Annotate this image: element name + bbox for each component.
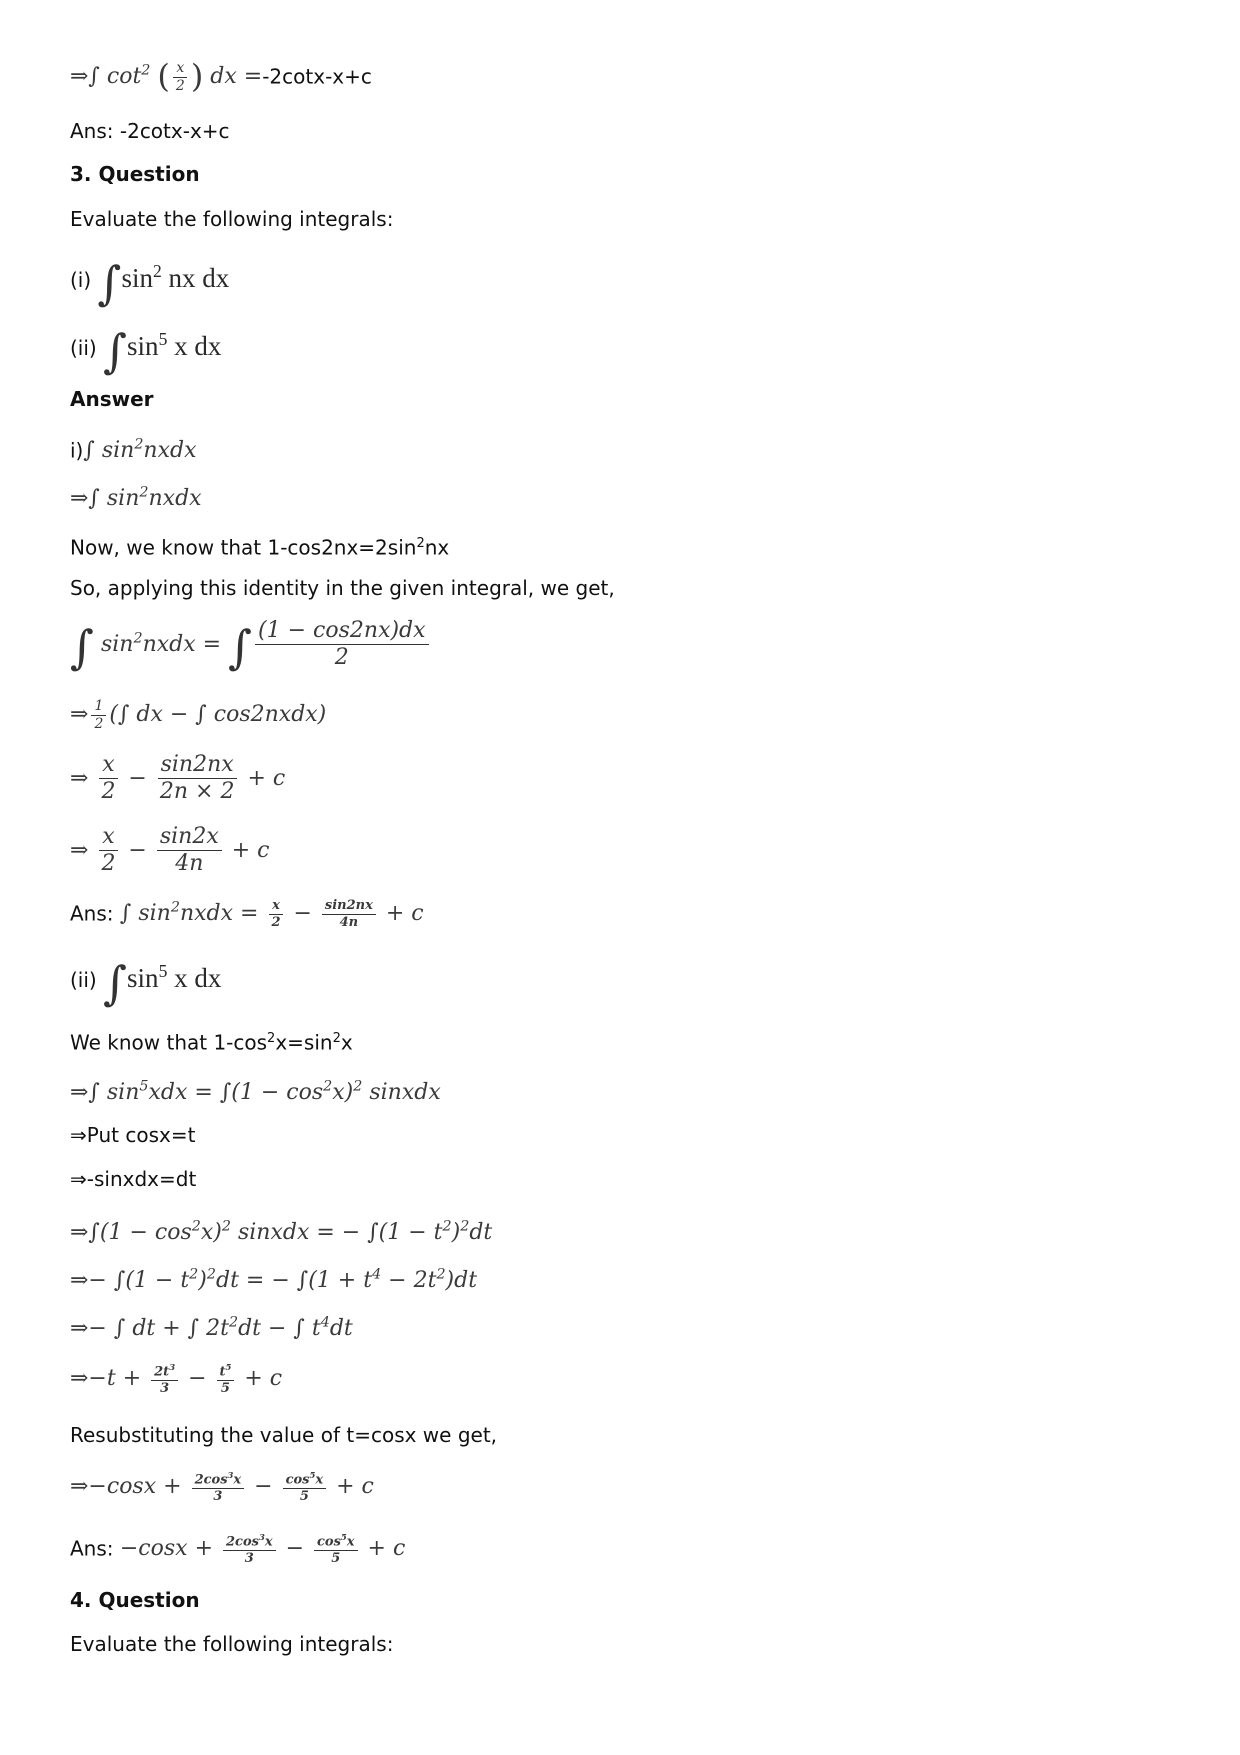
part-i-label: (i) xyxy=(70,268,92,292)
step-4: ⇒ $\frac{x}{2}$ − $\frac{\sin 2x}{4n}$ + c xyxy=(70,824,270,877)
sol-ii-step-8: ⇒−cosx + $\frac{2\cos^3x}{3}$ − $\frac{\cos^5x}{5}$ + c xyxy=(70,1470,374,1504)
step-1: ∫ $\sin^2nxdx$ = ∫ $\frac{(1 - \cos 2nx)dx}{2}$ xyxy=(70,618,432,672)
apply-identity-line: So, applying this identity in the given integral, we get, xyxy=(70,576,615,600)
question-prompt: Evaluate the following integrals: xyxy=(70,207,394,231)
sol-ii-step-4: ⇒∫(1 − $\cos^2x)^2$ sinxdx = − $\int(1 - t^2)^2dt$ xyxy=(70,1219,493,1246)
question-4-prompt: Evaluate the following integrals: xyxy=(70,1632,394,1656)
sol-ii-step-6: ⇒− ∫ dt + ∫ $2t^2dt$ − ∫ $t^4dt$ xyxy=(70,1315,353,1342)
eq-cot-squared: ⇒∫ $\cot^2$ ( $\frac{x}{2}$ ) dx =-2cotx-x+c xyxy=(70,57,372,96)
eq-cot-result: -2cotx-x+c xyxy=(262,64,372,89)
solution-i-line-2: ⇒∫ $\sin^2nxdx$ xyxy=(70,485,202,512)
question-4-heading: 4. Question xyxy=(70,1588,200,1612)
sol-ii-step-5: ⇒− $\int(1 - t^2)^2dt$ = − $\int(1 + t^4 - 2t^2)dt$ xyxy=(70,1267,478,1294)
resubstitute-line: Resubstituting the value of t=cosx we get, xyxy=(70,1423,498,1447)
answer-ii: Ans: −cosx + $\frac{2\cos^3x}{3}$ − $\frac{\cos^5x}{5}$ + c xyxy=(70,1532,406,1566)
identity-line: Now, we know that $1-\cos 2nx=2\sin^2nx$ xyxy=(70,535,450,560)
answer-heading: Answer xyxy=(70,387,154,411)
solution-i-line-1: i)∫ $\sin^2nxdx$ xyxy=(70,437,197,464)
step-3: ⇒ $\frac{x}{2}$ − $\frac{\sin 2nx}{2n \times 2}$ + c xyxy=(70,752,286,805)
identity-2-line: We know that $1-\cos^2x=\sin^2x$ xyxy=(70,1030,353,1055)
sol-ii-step-7: ⇒−t + $\frac{2t^3}{3}$ − $\frac{t^5}{5}$ + c xyxy=(70,1362,283,1396)
sol-ii-step-1: ⇒∫ $\sin^5xdx = \int(1 - \cos^2x)^2$ sinxdx xyxy=(70,1079,441,1106)
part-ii: (ii) $\int\sin^5$ x dx xyxy=(70,324,222,378)
sol-ii-step-3: ⇒-sinxdx=dt xyxy=(70,1167,197,1191)
answer-line: Ans: -2cotx-x+c xyxy=(70,119,230,143)
answer-i: Ans: ∫ $\sin^2nxdx$ = $\frac{x}{2}$ − $\frac{\sin 2nx}{4n}$ + c xyxy=(70,898,424,930)
part-i: (i) $\int\sin^2$ nx dx xyxy=(70,256,230,310)
sol-ii-step-2: ⇒Put cosx=t xyxy=(70,1123,196,1147)
part-ii-repeat: (ii) $\int\sin^5$ x dx xyxy=(70,956,222,1010)
question-heading: 3. Question xyxy=(70,162,200,186)
part-ii-label: (ii) xyxy=(70,336,97,360)
step-2: ⇒ $\frac{1}{2}$ (∫ dx − ∫ cos2nxdx) xyxy=(70,698,327,732)
